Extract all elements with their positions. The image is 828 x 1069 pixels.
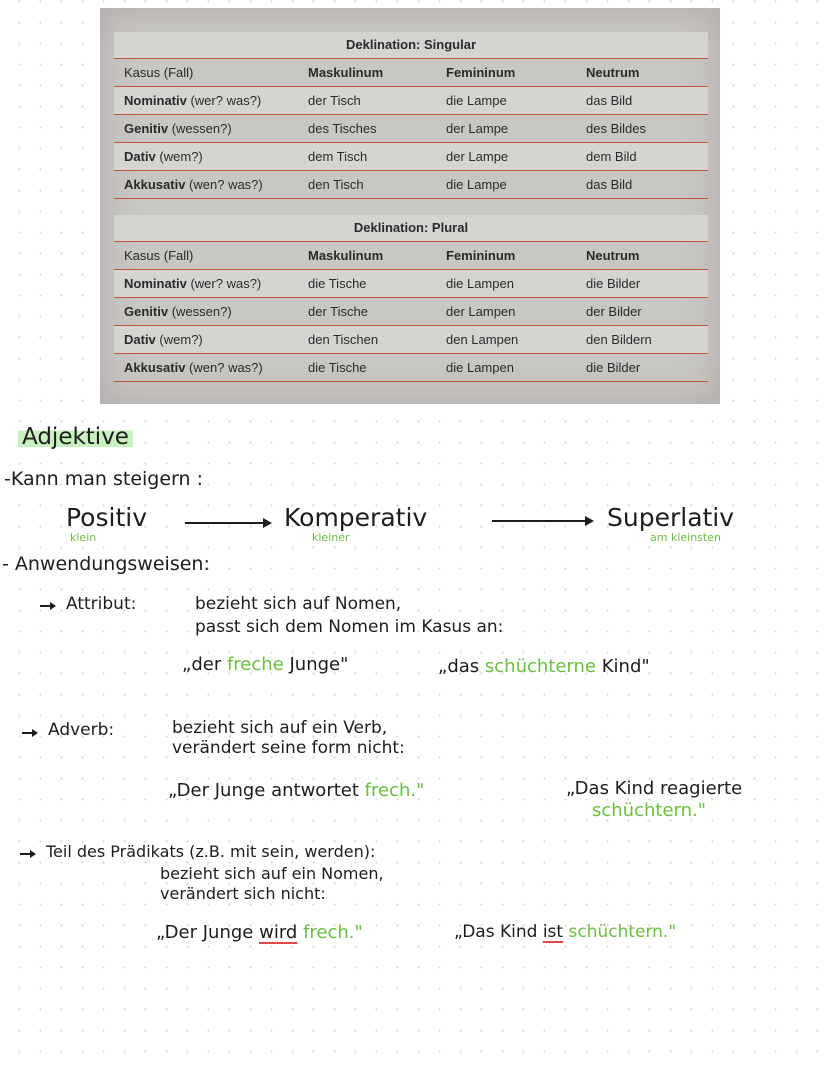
attribut-example-2: „das schüchterne Kind" [438,656,650,677]
plural-table [114,215,708,382]
attribut-line-2: passt sich dem Nomen im Kasus an: [195,617,504,637]
cell-femininum: die Lampen [446,360,514,375]
cell-femininum: der Lampen [446,304,516,319]
cell-femininum: der Lampe [446,121,509,136]
anwendung-heading: - Anwendungsweisen: [2,553,210,575]
cell-neutrum: die Bilder [586,276,641,291]
table-row [114,115,708,143]
table-row [114,298,708,326]
adverb-label: Adverb: [48,720,115,740]
case-label: Genitiv [124,304,169,319]
cell-maskulinum: dem Tisch [308,149,368,164]
positiv-label: Positiv [66,503,147,532]
cell-neutrum: die Bilder [586,360,641,375]
adverb-line-1: bezieht sich auf ein Verb, [172,718,388,738]
case-label: Nominativ [124,93,187,108]
cell-maskulinum: den Tisch [308,177,364,192]
adverb-example-2: „Das Kind reagierte [566,778,743,799]
table-row [114,270,708,298]
header-kasus: Kasus (Fall) [124,248,194,263]
cell-neutrum: den Bildern [586,332,652,347]
case-label: Akkusativ [124,360,186,375]
case-question: (wessen?) [171,304,232,319]
cell-maskulinum: die Tische [308,276,367,291]
case-question: (wer? was?) [190,93,262,108]
header-kasus: Kasus (Fall) [124,65,194,80]
komperativ-label: Komperativ [284,503,428,532]
praedikat-example-1: „Der Junge wird frech." [156,922,363,943]
attribut-label: Attribut: [66,594,137,614]
cell-femininum: die Lampen [446,276,514,291]
cell-femininum: den Lampen [446,332,519,347]
verb-underline: ist [542,922,564,942]
plural-table-caption: Deklination: Plural [114,215,708,242]
praedikat-line-1: bezieht sich auf ein Nomen, [160,864,384,883]
case-label: Nominativ [124,276,187,291]
case-question: (wen? was?) [189,360,263,375]
header-maskulinum: Maskulinum [308,65,384,80]
komperativ-example: kleiner [312,531,350,544]
singular-table [114,32,708,199]
superlativ-label: Superlativ [607,503,735,532]
adverb-line-2: verändert seine form nicht: [172,738,405,758]
arrow-right-icon [492,520,592,522]
header-femininum: Femininum [446,248,516,263]
declension-tables-photo [100,8,720,404]
verb-underline: wird [259,922,298,943]
case-question: (wen? was?) [189,177,263,192]
case-label: Dativ [124,332,156,347]
table-row [114,87,708,115]
header-neutrum: Neutrum [586,65,640,80]
praedikat-example-2: „Das Kind ist schüchtern." [454,922,677,942]
table-row [114,354,708,382]
case-label: Genitiv [124,121,169,136]
cell-maskulinum: die Tische [308,360,367,375]
cell-maskulinum: der Tisch [308,93,361,108]
header-neutrum: Neutrum [586,248,640,263]
cell-femininum: die Lampe [446,177,507,192]
attribut-example-1: „der freche Junge" [182,654,349,675]
cell-maskulinum: des Tisches [308,121,377,136]
table-row [114,143,708,171]
arrow-right-icon [185,522,270,524]
attribut-line-1: bezieht sich auf Nomen, [195,594,402,614]
superlativ-example: am kleinsten [650,531,721,544]
table-row [114,171,708,199]
cell-femininum: die Lampe [446,93,507,108]
notes-title: Adjektive [18,424,133,450]
adjective-highlight: frech." [303,922,363,943]
positiv-example: klein [70,531,97,544]
case-label: Dativ [124,149,156,164]
case-question: (wer? was?) [190,276,262,291]
table-header-row [114,242,708,270]
header-femininum: Femininum [446,65,516,80]
adjective-highlight: freche [226,654,284,675]
case-question: (wessen?) [171,121,232,136]
cell-neutrum: dem Bild [586,149,637,164]
cell-maskulinum: den Tischen [308,332,379,347]
table-header-row [114,59,708,87]
praedikat-label: Teil des Prädikats (z.B. mit sein, werden): [46,842,376,861]
adjective-highlight: frech." [364,780,425,801]
adjective-highlight: schüchterne [484,656,596,677]
case-label: Akkusativ [124,177,186,192]
cell-femininum: der Lampe [446,149,509,164]
adjective-highlight: schüchtern." [568,922,677,942]
singular-table-caption: Deklination: Singular [114,32,708,59]
cell-neutrum: der Bilder [586,304,642,319]
steigern-heading: -Kann man steigern : [4,468,204,490]
cell-neutrum: des Bildes [586,121,646,136]
adjective-highlight: schüchtern." [592,800,707,821]
cell-maskulinum: der Tische [308,304,368,319]
cell-neutrum: das Bild [586,177,633,192]
cell-neutrum: das Bild [586,93,633,108]
case-question: (wem?) [159,149,203,164]
praedikat-line-2: verändert sich nicht: [160,884,326,903]
table-row [114,326,708,354]
header-maskulinum: Maskulinum [308,248,384,263]
case-question: (wem?) [159,332,203,347]
adverb-example-1: „Der Junge antwortet frech." [168,780,425,801]
